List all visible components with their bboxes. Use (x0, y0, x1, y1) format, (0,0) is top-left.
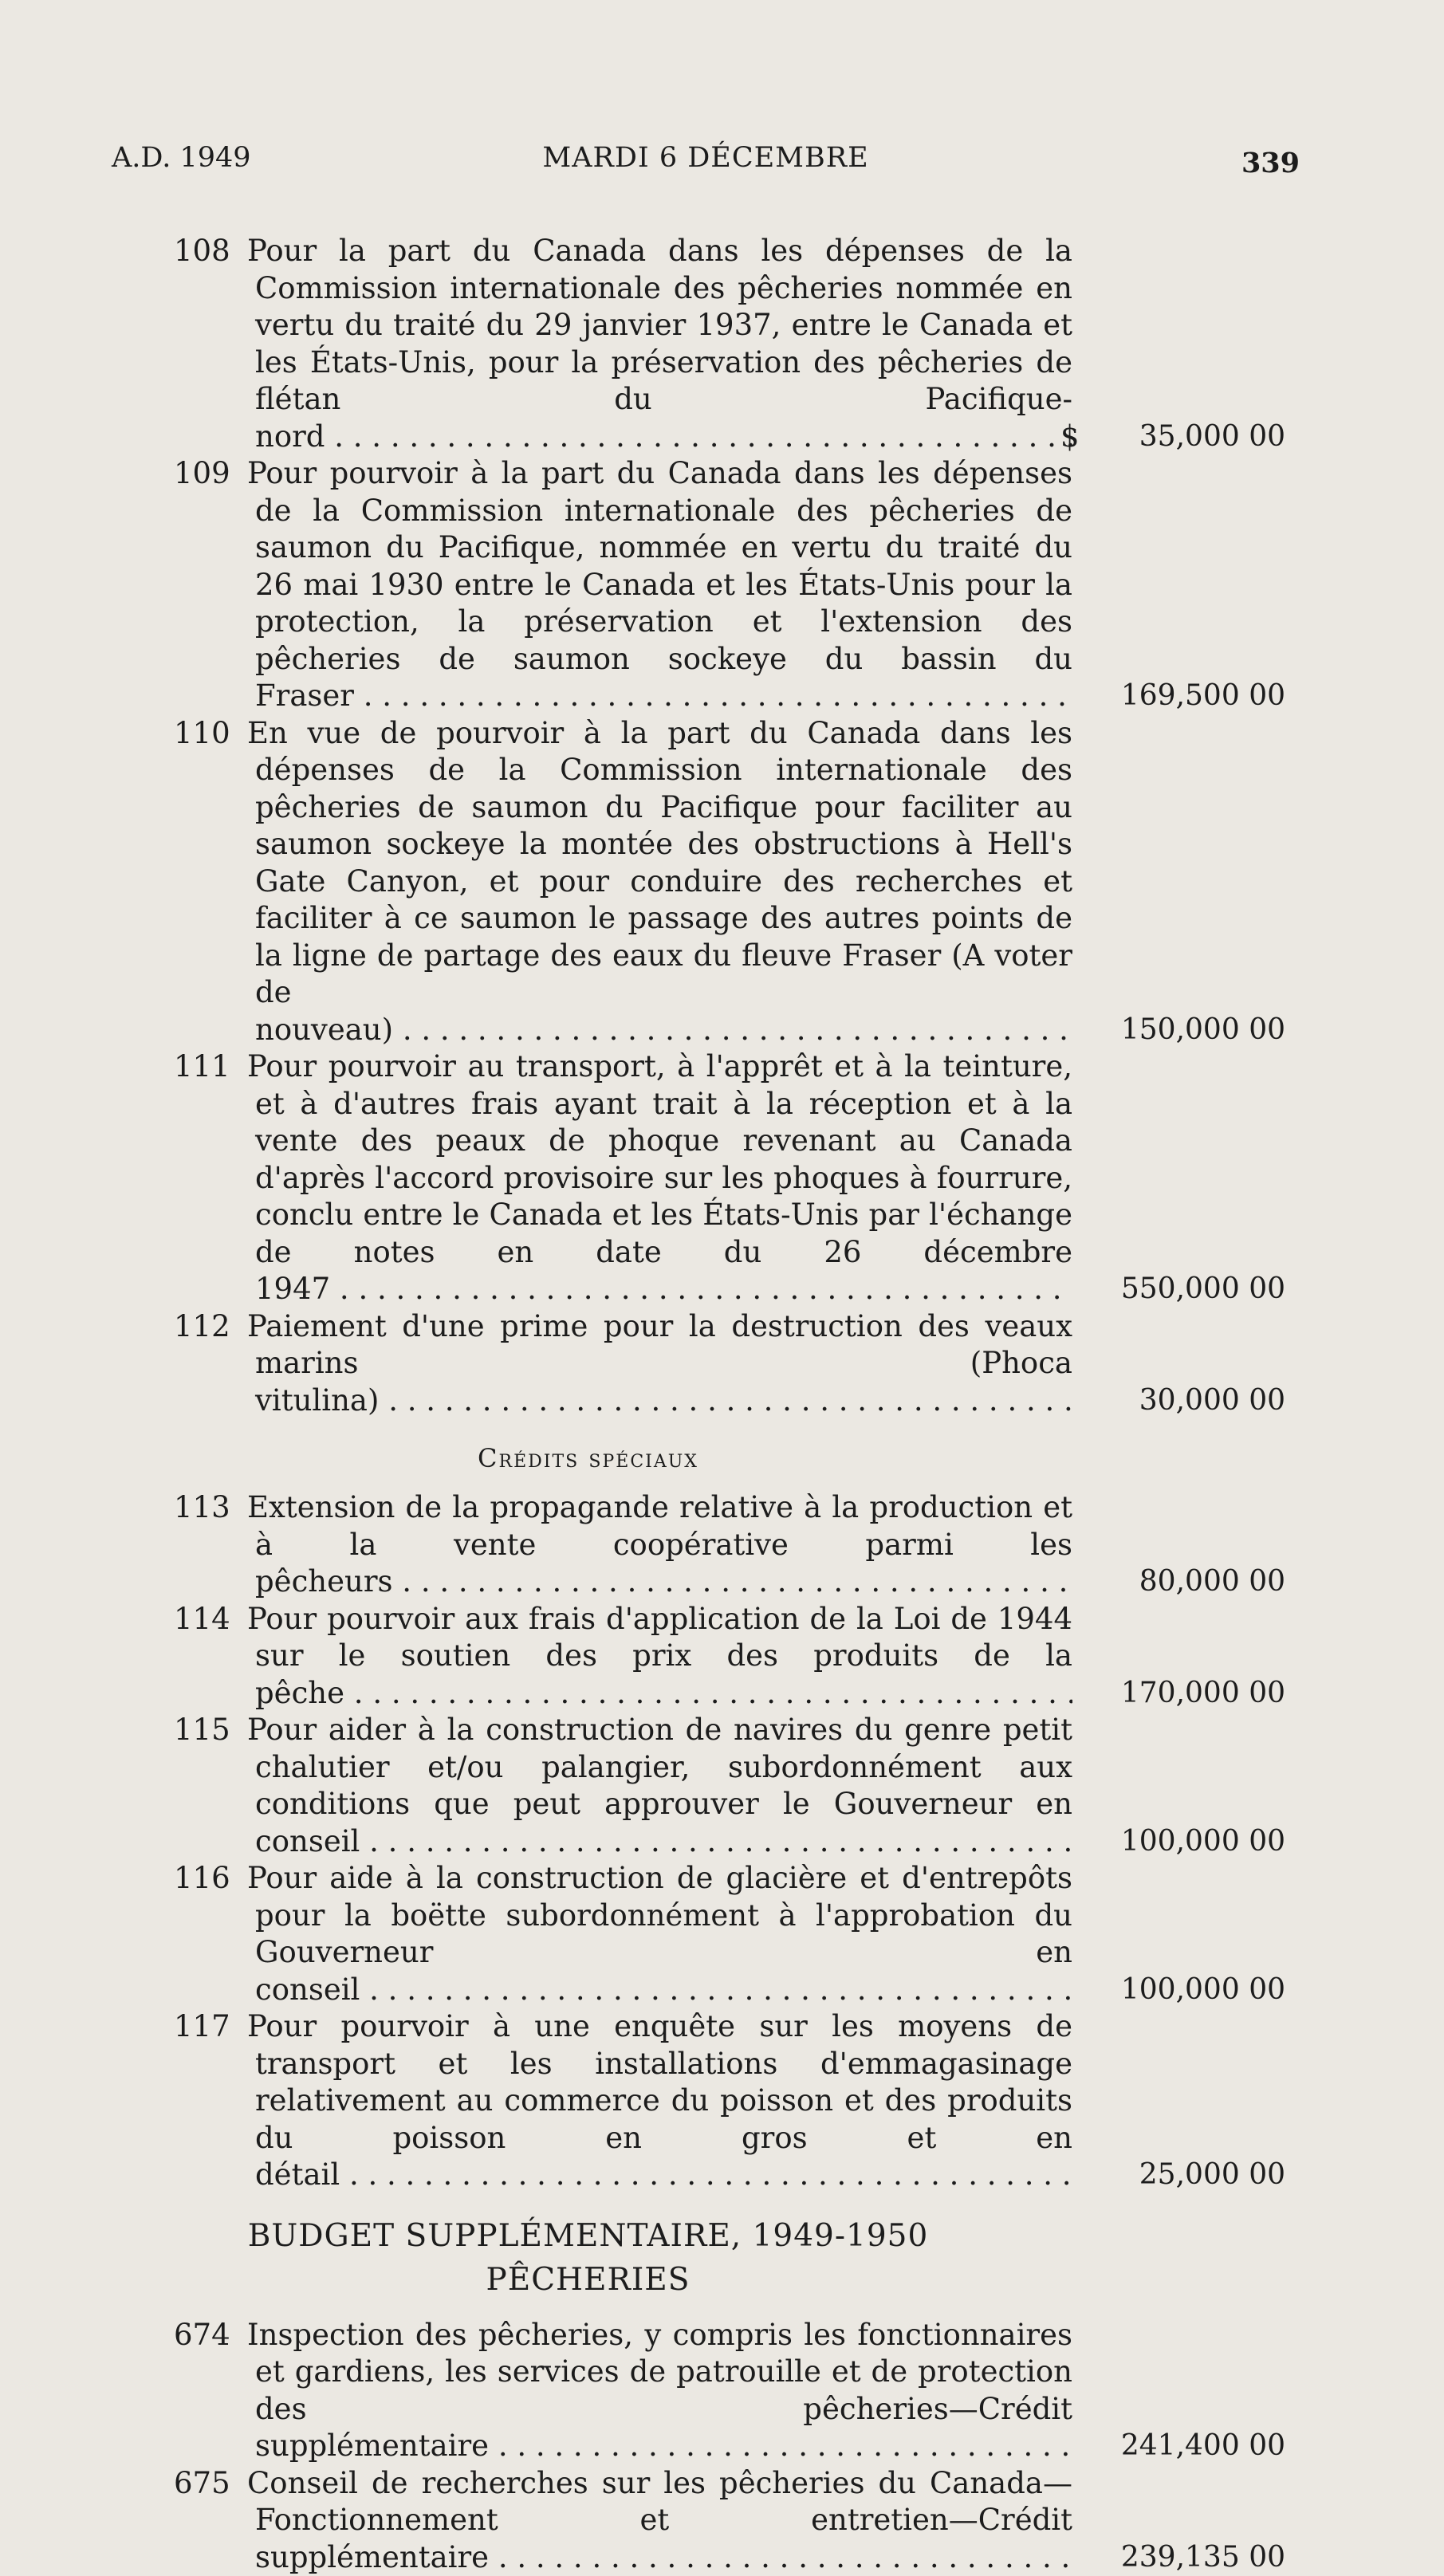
item-text: Pour pourvoir au transport, à l'apprêt et à la teinture, et à d'autres frais ayant trait à la réception et à la vente des peaux de phoque revenant au Canada d'après l'accord provisoire sur les phoques à fourrure, conclu entre le Canada et les États-Unis par l'échange de notes en date du 26 décembre 1947 . . . (247, 1049, 1072, 1306)
item-amount: 100,000 00 (1121, 1972, 1285, 2009)
item-description (104, 2317, 1072, 2465)
item-description (104, 1048, 1072, 1308)
item-text: Inspection des pêcheries, y compris les fonctionnaires et gardiens, les services de patrouille et de protection des pêcheries—Crédit supplémentaire . . . (247, 2318, 1072, 2464)
items-group-main (104, 233, 1300, 1419)
item-number: 117 (174, 2008, 247, 2046)
item-amount: 241,400 00 (1121, 2428, 1285, 2465)
item-description (104, 1308, 1072, 1420)
estimate-item (104, 1489, 1300, 1601)
page-number: 339 (1241, 147, 1300, 179)
item-amount: 25,000 00 (1139, 2157, 1285, 2194)
item-amount: 35,000 00 (1139, 419, 1285, 456)
item-description (104, 2465, 1072, 2576)
header-year: A.D. 1949 (112, 142, 251, 174)
item-number: 109 (174, 455, 247, 493)
item-text: Pour aide à la construction de glacière et d'entrepôts pour la boëtte subordonnément à l'approbation du Gouverneur en conseil . . . (247, 1861, 1072, 2007)
item-number: 674 (174, 2317, 247, 2354)
item-description (104, 715, 1072, 1049)
page-header (112, 142, 1300, 190)
item-amount: 30,000 00 (1139, 1382, 1285, 1420)
estimates-list (104, 233, 1300, 2576)
estimate-item (104, 233, 1300, 455)
item-text: Conseil de recherches sur les pêcheries du Canada—Fonctionnement et entretien—Crédit supplémentaire . . . (247, 2466, 1072, 2574)
item-amount: 169,500 00 (1121, 678, 1285, 715)
item-description (104, 233, 1072, 455)
estimate-item (104, 1712, 1300, 1860)
item-text: Pour aider à la construction de navires du genre petit chalutier et/ou palangier, subordonnément aux conditions que peut approuver le Gouverneur en conseil . . . (247, 1713, 1072, 1858)
currency-symbol: $ (1060, 419, 1080, 456)
item-amount: 100,000 00 (1121, 1823, 1285, 1861)
items-group-supplementary (104, 2317, 1300, 2576)
item-text: Pour pourvoir à une enquête sur les moyens de transport et les installations d'emmagasinage relativement au commerce du poisson et des produits du poisson en gros et en détail . . . (247, 2009, 1072, 2192)
estimate-item (104, 1860, 1300, 2008)
section-title-special: Crédits spéciaux (104, 1443, 1072, 1473)
item-amount: 150,000 00 (1121, 1012, 1285, 1049)
estimate-item (104, 2465, 1300, 2576)
item-description (104, 2008, 1072, 2194)
item-description (104, 1860, 1072, 2008)
item-text: Pour pourvoir aux frais d'application de la Loi de 1944 sur le soutien des prix des produits de la pêche . . . (247, 1602, 1072, 1710)
item-description (104, 1601, 1072, 1713)
item-number: 675 (174, 2465, 247, 2503)
item-number: 112 (174, 1308, 247, 1346)
estimate-item (104, 455, 1300, 715)
estimate-item (104, 2317, 1300, 2465)
estimate-item (104, 2008, 1300, 2194)
item-number: 110 (174, 715, 247, 753)
budget-title: BUDGET SUPPLÉMENTAIRE, 1949-1950 (104, 2218, 1072, 2254)
item-number: 114 (174, 1601, 247, 1638)
item-number: 115 (174, 1712, 247, 1749)
item-number: 108 (174, 233, 247, 270)
item-text: En vue de pourvoir à la part du Canada dans les dépenses de la Commission internationale des pêcheries de saumon du Pacifique pour faciliter au saumon sockeye la montée des obstructions à Hell's Gate Canyon, et pour conduire des recherches et faciliter à ce saumon le passage des autres points de la ligne de partage des eaux du fleuve Fraser (A voter de nouveau) . . . (247, 716, 1072, 1047)
item-text: Extension de la propagande relative à la production et à la vente coopérative parmi les pêcheurs . . . (247, 1490, 1072, 1599)
item-description (104, 1489, 1072, 1601)
item-amount: 550,000 00 (1121, 1271, 1285, 1308)
item-amount: 80,000 00 (1139, 1563, 1285, 1601)
header-date: MARDI 6 DÉCEMBRE (112, 142, 1300, 174)
item-text: Pour la part du Canada dans les dépenses de la Commission internationale des pêcheries nommée en vertu du traité du 29 janvier 1937, entre le Canada et les États-Unis, pour la préservation des pêcheries de flétan du Pacifique-nord . . . (247, 234, 1072, 454)
item-number: 111 (174, 1048, 247, 1086)
item-amount: 239,135 00 (1121, 2539, 1285, 2576)
estimate-item (104, 1601, 1300, 1713)
item-description (104, 1712, 1072, 1860)
estimate-item (104, 1308, 1300, 1420)
item-number: 113 (174, 1489, 247, 1527)
items-group-special (104, 1489, 1300, 2194)
item-text: Paiement d'une prime pour la destruction des veaux marins (Phoca vitulina) . . . (247, 1309, 1072, 1418)
item-text: Pour pourvoir à la part du Canada dans les dépenses de la Commission internationale des pêcheries de saumon du Pacifique, nommée en vertu du traité du 26 mai 1930 entre le Canada et les États-Unis pour la protection, la préservation et l'extension des pêcheries de saumon sockeye du bassin du Fraser . . . (247, 456, 1072, 713)
item-description (104, 455, 1072, 715)
item-number: 116 (174, 1860, 247, 1898)
department-title: PÊCHERIES (104, 2262, 1072, 2298)
estimate-item (104, 715, 1300, 1049)
item-amount: 170,000 00 (1121, 1675, 1285, 1713)
estimate-item (104, 1048, 1300, 1308)
